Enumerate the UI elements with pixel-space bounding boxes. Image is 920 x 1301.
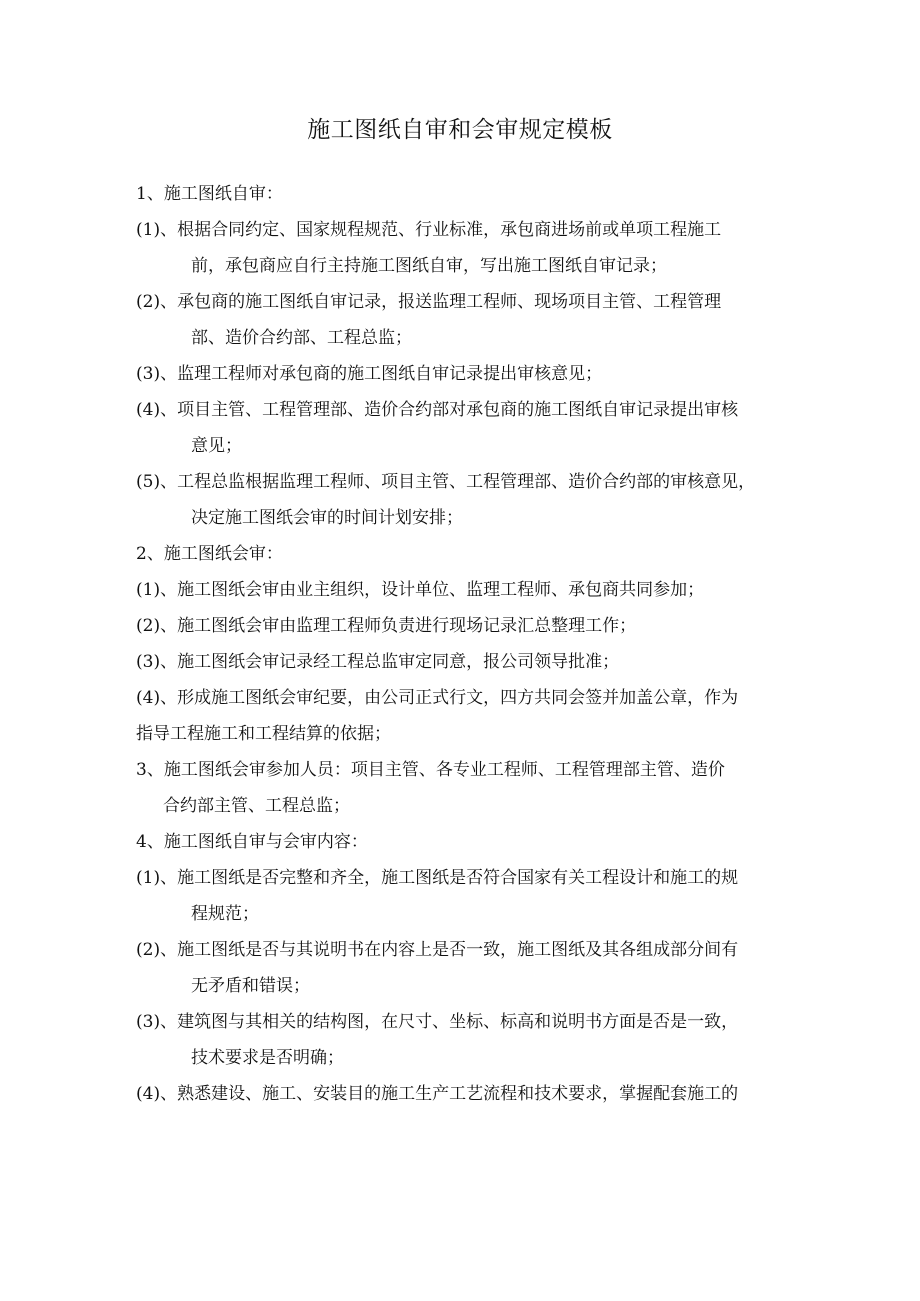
paragraph-continuation: 无矛盾和错误； — [191, 976, 310, 996]
paragraph-continuation: 技术要求是否明确； — [191, 1048, 344, 1068]
paragraph-line: (2)、施工图纸是否与其说明书在内容上是否一致，施工图纸及其各组成部分间有 — [136, 940, 739, 960]
paragraph-line: (4)、熟悉建设、施工、安装目的施工生产工艺流程和技术要求，掌握配套施工的 — [136, 1084, 739, 1104]
document-title: 施工图纸自审和会审规定模板 — [307, 117, 613, 143]
paragraph-continuation: 部、造价合约部、工程总监； — [191, 328, 412, 348]
section-heading-3: 3、施工图纸会审参加人员：项目主管、各专业工程师、工程管理部主管、造价 — [136, 760, 725, 780]
paragraph-line: (5)、工程总监根据监理工程师、项目主管、工程管理部、造价合约部的审核意见， — [136, 472, 756, 492]
paragraph-line: (2)、施工图纸会审由监理工程师负责进行现场记录汇总整理工作； — [136, 616, 637, 636]
paragraph-line: (2)、承包商的施工图纸自审记录，报送监理工程师、现场项目主管、工程管理 — [136, 292, 722, 312]
paragraph-line: (1)、施工图纸是否完整和齐全，施工图纸是否符合国家有关工程设计和施工的规 — [136, 868, 739, 888]
paragraph-line: (4)、形成施工图纸会审纪要，由公司正式行文，四方共同会签并加盖公章，作为 — [136, 688, 739, 708]
paragraph-line: (3)、建筑图与其相关的结构图，在尺寸、坐标、标高和说明书方面是否是一致， — [136, 1012, 739, 1032]
paragraph-line: (1)、根据合同约定、国家规程规范、行业标准，承包商进场前或单项工程施工 — [136, 220, 722, 240]
document-body — [136, 176, 792, 1112]
paragraph-line: (1)、施工图纸会审由业主组织，设计单位、监理工程师、承包商共同参加； — [136, 580, 705, 600]
section-heading-1: 1、施工图纸自审： — [136, 184, 283, 204]
paragraph-line: (3)、施工图纸会审记录经工程总监审定同意，报公司领导批准； — [136, 652, 620, 672]
paragraph-continuation: 程规范； — [191, 904, 259, 924]
paragraph-continuation: 前，承包商应自行主持施工图纸自审，写出施工图纸自审记录； — [191, 256, 667, 276]
section-heading-2: 2、施工图纸会审： — [136, 544, 283, 564]
paragraph-continuation: 决定施工图纸会审的时间计划安排； — [191, 508, 463, 528]
paragraph-continuation: 合约部主管、工程总监； — [163, 796, 350, 816]
paragraph-continuation: 意见； — [191, 436, 242, 456]
paragraph-continuation: 指导工程施工和工程结算的依据； — [136, 724, 391, 744]
section-heading-4: 4、施工图纸自审与会审内容： — [136, 832, 368, 852]
paragraph-line: (3)、监理工程师对承包商的施工图纸自审记录提出审核意见； — [136, 364, 603, 384]
paragraph-line: (4)、项目主管、工程管理部、造价合约部对承包商的施工图纸自审记录提出审核 — [136, 400, 739, 420]
